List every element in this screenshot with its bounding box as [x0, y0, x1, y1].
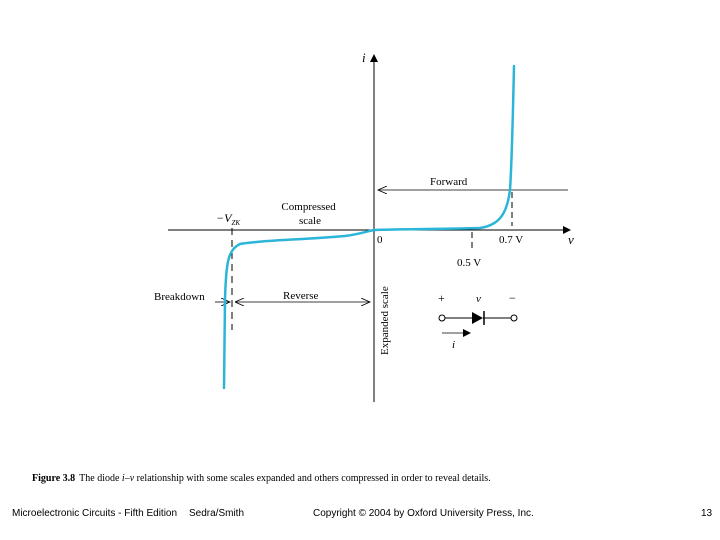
- footer-authors: Sedra/Smith: [189, 508, 245, 519]
- diode-cathode-terminal: [511, 315, 517, 321]
- caption-iv: i–v: [121, 473, 135, 484]
- footer-book-title: Microelectronic Circuits - Fifth Edition: [12, 508, 178, 519]
- i-axis-label: i: [362, 50, 366, 65]
- breakdown-label: Breakdown: [154, 291, 205, 303]
- reverse-label: Reverse: [283, 290, 319, 302]
- diode-i-label: i: [452, 339, 456, 351]
- diode-triangle: [472, 312, 483, 324]
- footer-page-number: 13: [701, 508, 713, 519]
- caption-text-after: relationship with some scales expanded and others compressed in order to reveal details.: [134, 473, 491, 484]
- expanded-scale-label: Expanded scale: [379, 286, 391, 355]
- iv-curve: [224, 66, 514, 388]
- diode-minus: −: [509, 291, 516, 305]
- caption-text-before: The diode: [79, 473, 122, 484]
- v07-label: 0.7 V: [499, 234, 524, 246]
- diode-symbol: [438, 291, 517, 351]
- figure-caption: [32, 473, 491, 484]
- v05-label: 0.5 V: [457, 257, 482, 269]
- diode-plus: +: [438, 291, 445, 305]
- diode-v-label: v: [476, 293, 481, 305]
- caption-figure-label: Figure 3.8: [32, 473, 76, 484]
- vzk-label: $-V_{ZK}$: [216, 211, 240, 227]
- compressed-scale-label: Compressed scale: [281, 201, 336, 227]
- v-axis-label: v: [568, 232, 574, 247]
- forward-label: Forward: [430, 176, 468, 188]
- origin-label: 0: [377, 234, 383, 246]
- footer-copyright: Copyright © 2004 by Oxford University Press, Inc.: [313, 508, 534, 519]
- diode-anode-terminal: [439, 315, 445, 321]
